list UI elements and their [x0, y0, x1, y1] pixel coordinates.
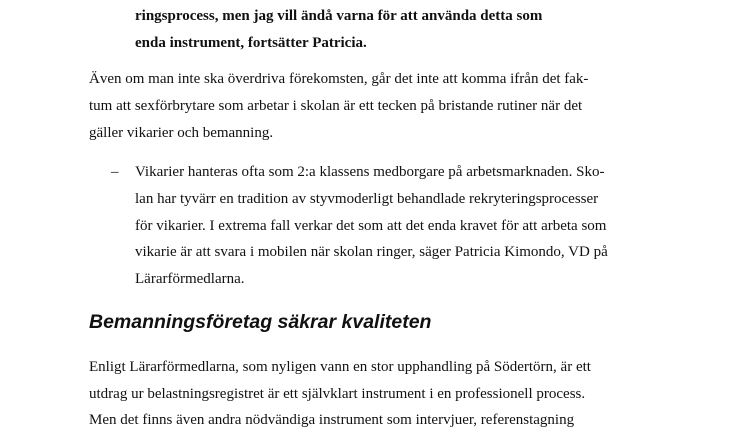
quote-line-2: enda instrument, fortsätter Patricia. [135, 35, 367, 51]
paragraph2-line-3: Men det finns även andra nödvändiga instrument som intervjuer, referenstagning [89, 412, 575, 428]
paragraph1-line-3: gäller vikarier och bemanning. [89, 125, 274, 141]
paragraph2-line-2: utdrag ur belastningsregistret är ett självklart instrument i en professionell process. [89, 386, 586, 402]
bullet-line-1: Vikarier hanteras ofta som 2:a klassens medborgare på arbetsmarknaden. Sko- [135, 164, 605, 180]
paragraph1-line-2: tum att sexförbrytare som arbetar i skolan är ett tecken på bristande rutiner när det [89, 98, 583, 114]
bullet-line-5: Lärarförmedlarna. [135, 271, 245, 287]
bullet-line-4: vikarie är att svara i mobilen när skolan ringer, säger Patricia Kimondo, VD på [135, 244, 608, 260]
quote-line-1: ringsprocess, men jag vill ändå varna för att använda detta som [135, 8, 543, 24]
paragraph2-line-1: Enligt Lärarförmedlarna, som nyligen vann en stor upphandling på Södertörn, är ett [89, 359, 591, 375]
bullet-marker: – [111, 164, 119, 180]
bullet-line-2: lan har tyvärr en tradition av styvmoderligt behandlade rekryteringsprocesser [135, 191, 599, 207]
paragraph1-line-1: Även om man inte ska överdriva förekomsten, går det inte att komma ifrån det fak- [89, 71, 589, 87]
bullet-line-3: för vikarier. I extrema fall verkar det som att det enda kravet för att arbeta som [135, 218, 607, 234]
section-heading: Bemanningsföretag säkrar kvaliteten [89, 311, 432, 333]
